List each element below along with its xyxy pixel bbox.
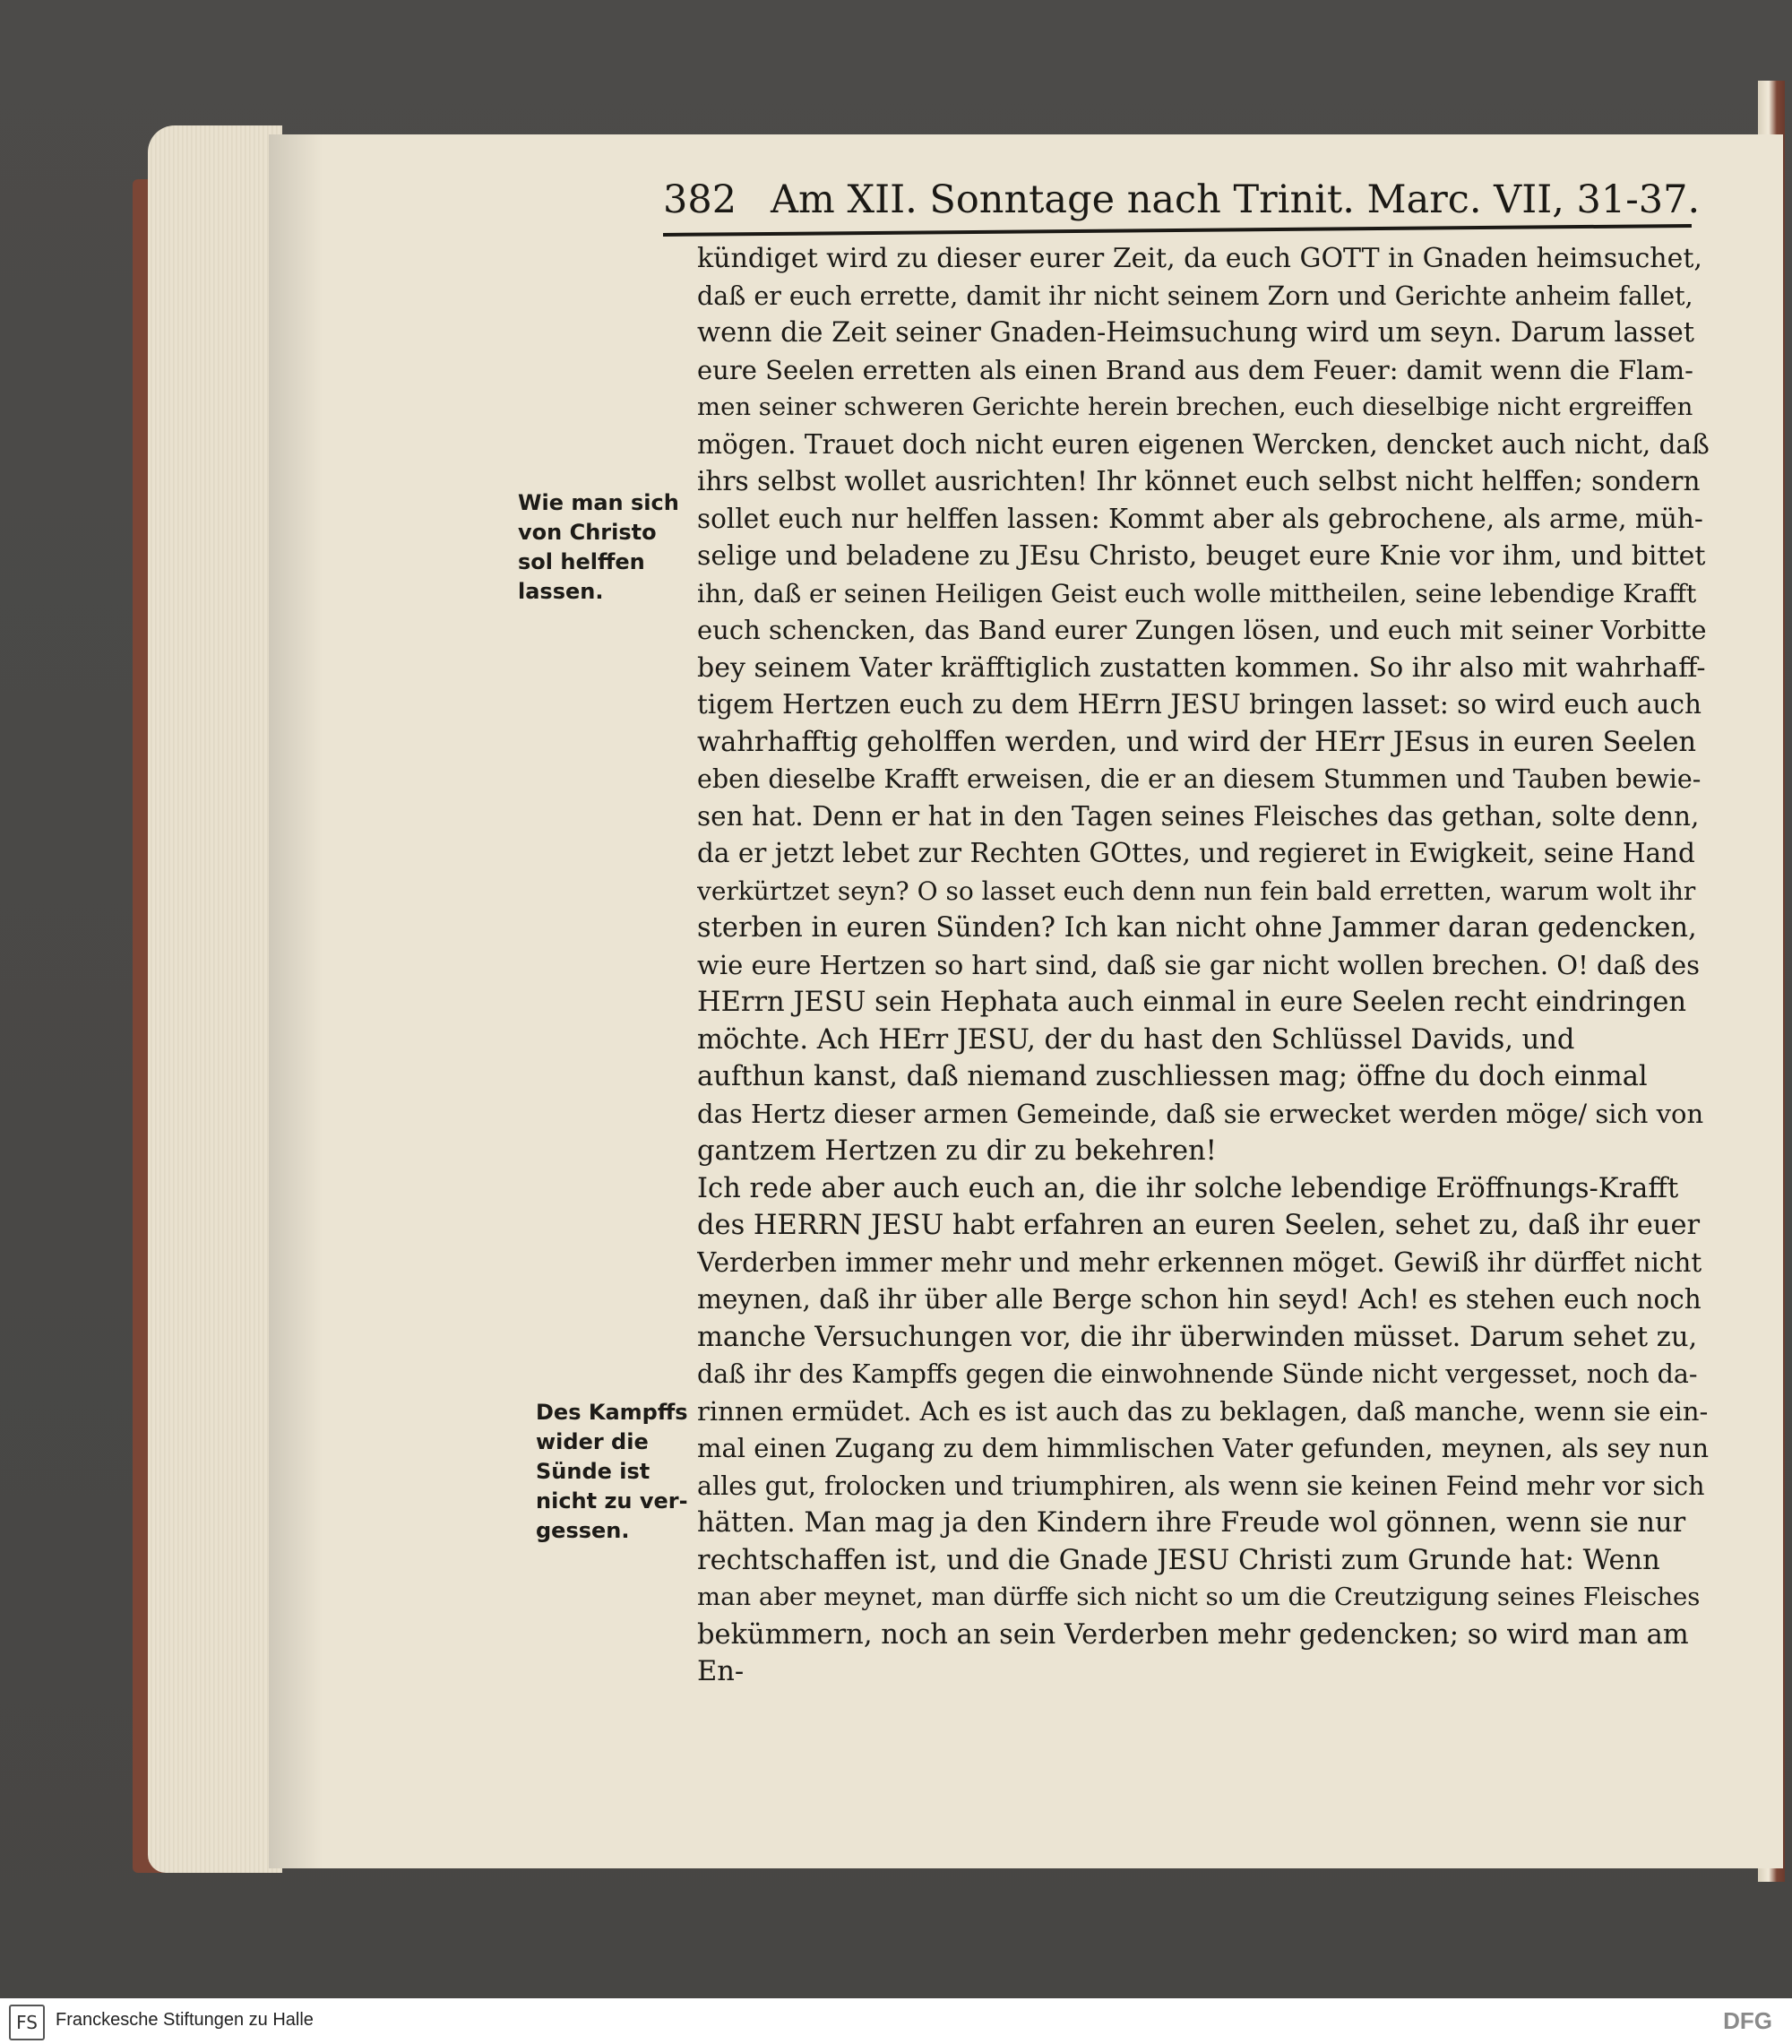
text-line: wahrhafftig geholffen werden, und wird der HErr JEsus in euren Seelen [697, 726, 1697, 758]
institution-label: Franckesche Stiftungen zu Halle [56, 2010, 314, 2030]
text-line: sen hat. Denn er hat in den Tagen seines Fleisches das gethan, solte denn, [697, 800, 1700, 832]
text-line: alles gut, frolocken und triumphiren, als wenn sie keinen Feind mehr vor sich [697, 1470, 1705, 1501]
text-line: Ich rede aber auch euch an, die ihr solche lebendige Eröffnungs-Krafft [697, 1172, 1679, 1204]
margin-note-line: wider die [536, 1429, 649, 1454]
institution-logo-icon: FS [9, 2005, 45, 2040]
text-line: En- [697, 1656, 745, 1687]
text-line: meynen, daß ihr über alle Berge schon hin seyd! Ach! es stehen euch noch [697, 1284, 1702, 1315]
text-line: das Hertz dieser armen Gemeinde, daß sie erwecket werden möge/ sich von [697, 1098, 1704, 1129]
text-line: eben dieselbe Krafft erweisen, die er an diesem Stummen und Tauben bewie- [697, 764, 1702, 794]
margin-note-line: Des Kampffs [536, 1400, 688, 1425]
margin-note-line: Sünde ist [536, 1459, 650, 1484]
text-line: tigem Hertzen euch zu dem HErrn JESU bringen lasset: so wird euch auch [697, 689, 1702, 720]
text-line: rechtschaffen ist, und die Gnade JESU Christi zum Grunde hat: Wenn [697, 1544, 1660, 1576]
footer-bar [0, 1998, 1792, 2044]
text-line: manche Versuchungen vor, die ihr überwinden müsset. Darum sehet zu, [697, 1321, 1698, 1353]
text-line: Verderben immer mehr und mehr erkennen möget. Gewiß ihr dürffet nicht [697, 1246, 1702, 1278]
text-line: kündiget wird zu dieser eurer Zeit, da euch GOTT in Gnaden heimsuchet, [697, 243, 1702, 274]
text-line: bey seinem Vater kräfftiglich zustatten kommen. So ihr also mit wahrhaff- [697, 651, 1706, 684]
text-line: man aber meynet, man dürffe sich nicht so um die Creutzigung seines Fleisches [697, 1583, 1701, 1611]
text-line: daß ihr des Kampffs gegen die einwohnende Sünde nicht vergesset, noch da- [697, 1359, 1698, 1389]
book-page-stack [148, 125, 282, 1873]
page-number: 382 [663, 177, 737, 222]
margin-note-line: gessen. [536, 1518, 630, 1543]
running-head: Am XII. Sonntage nach Trinit. Marc. VII, 31-37. [771, 177, 1701, 222]
text-line: bekümmern, noch an sein Verderben mehr gedencken; so wird man am [697, 1618, 1689, 1651]
header-rule [663, 224, 1692, 237]
margin-note-2 [536, 1398, 688, 1546]
dfg-logo: DFG [1723, 2007, 1772, 2034]
text-line: wenn die Zeit seiner Gnaden-Heimsuchung wird um seyn. Darum lasset [697, 317, 1695, 349]
text-line: gantzem Hertzen zu dir zu bekehren! [697, 1135, 1217, 1167]
text-line: eure Seelen erretten als einen Brand aus dem Feuer: damit wenn die Flam- [697, 354, 1693, 385]
text-line: euch schencken, das Band eurer Zungen lösen, und euch mit seiner Vorbitte [697, 615, 1707, 645]
text-line: mal einen Zugang zu dem himmlischen Vater gefunden, meynen, als sey nun [697, 1433, 1710, 1463]
text-line: verkürtzet seyn? O so lasset euch denn nun fein bald erretten, warum wolt ihr [697, 875, 1696, 906]
text-line: aufthun kanst, daß niemand zuschliessen mag; öffne du doch einmal [697, 1061, 1648, 1092]
text-line: men seiner schweren Gerichte herein brechen, euch dieselbige nicht ergreiffen [697, 392, 1693, 421]
page-header [663, 177, 1711, 240]
text-line: selige und beladene zu JEsu Christo, beuget eure Knie vor ihm, und bittet [697, 540, 1706, 572]
page-gutter-shadow [269, 134, 323, 1868]
text-line: ihrs selbst wollet ausrichten! Ihr könnet euch selbst nicht helffen; sondern [697, 466, 1701, 496]
margin-note-line: lassen. [518, 579, 604, 604]
margin-note-line: sol helffen [518, 549, 645, 574]
text-line: ihn, daß er seinen Heiligen Geist euch wolle mittheilen, seine lebendige Krafft [697, 578, 1697, 608]
text-line: rinnen ermüdet. Ach es ist auch das zu beklagen, daß manche, wenn sie ein- [697, 1395, 1709, 1427]
margin-note-line: Wie man sich [518, 490, 679, 515]
text-line: hätten. Man mag ja den Kindern ihre Freude wol gönnen, wenn sie nur [697, 1507, 1686, 1539]
text-line: des HERRN JESU habt erfahren an euren Seelen, sehet zu, daß ihr euer [697, 1210, 1701, 1241]
text-line: wie eure Hertzen so hart sind, daß sie gar nicht wollen brechen. O! daß des [697, 949, 1700, 980]
margin-note-line: nicht zu ver- [536, 1488, 688, 1514]
text-line: mögen. Trauet doch nicht euren eigenen Wercken, dencket auch nicht, daß [697, 428, 1710, 460]
margin-note-1 [518, 488, 679, 607]
text-line: sollet euch nur helffen lassen: Kommt aber als gebrochene, als arme, müh- [697, 503, 1703, 534]
text-line: da er jetzt lebet zur Rechten GOttes, und regieret in Ewigkeit, seine Hand [697, 838, 1695, 868]
text-line: HErrn JESU sein Hephata auch einmal in eure Seelen recht eindringen [697, 987, 1687, 1018]
margin-note-line: von Christo [518, 520, 657, 545]
text-line: möchte. Ach HErr JESU, der du hast den Schlüssel Davids, und [697, 1023, 1575, 1056]
text-line: daß er euch errette, damit ihr nicht seinem Zorn und Gerichte anheim fallet, [697, 280, 1693, 311]
text-line: sterben in euren Sünden? Ich kan nicht ohne Jammer daran gedencken, [697, 912, 1697, 944]
body-text [697, 240, 1710, 1691]
